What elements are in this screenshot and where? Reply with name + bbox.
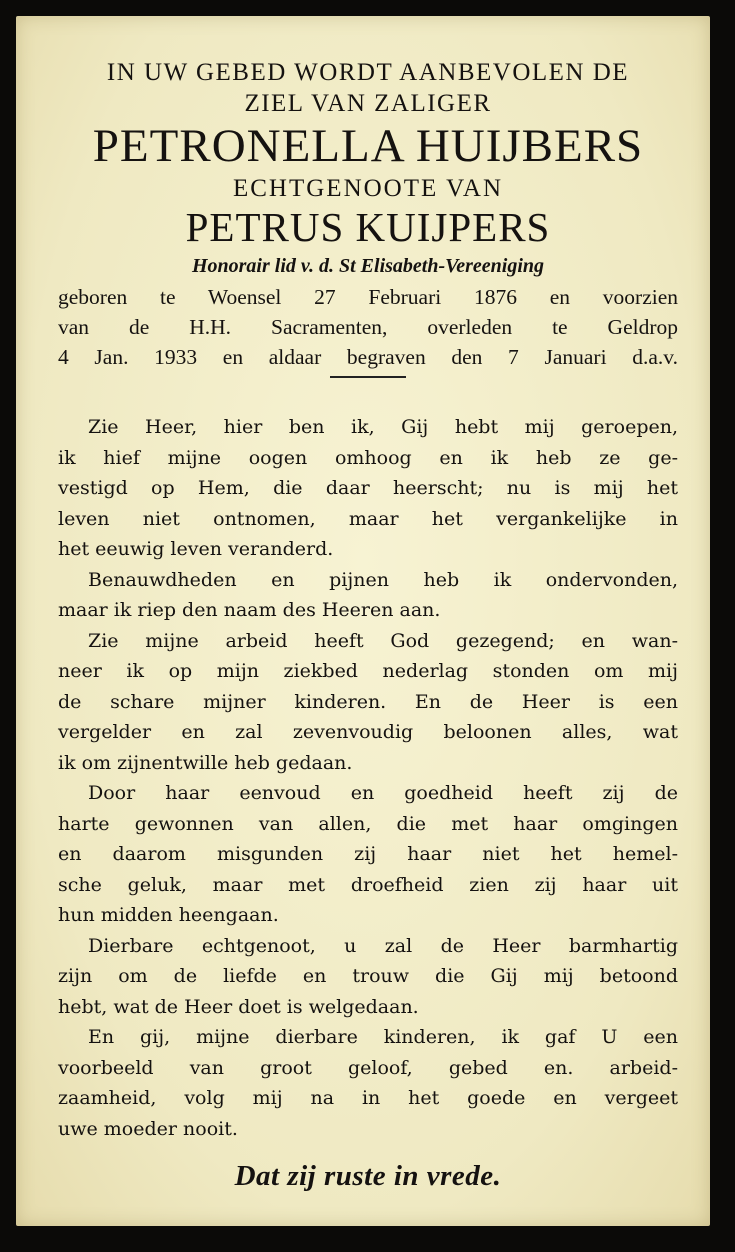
text-line: hun midden heengaan.: [58, 904, 279, 926]
deceased-name: PETRONELLA HUIJBERS: [92, 120, 644, 172]
text-line: vergelder en zal zevenvoudig beloonen alles, wat: [58, 721, 678, 743]
text-line: Dierbare echtgenoot, u zal de Heer barmhartig: [88, 934, 678, 957]
closing-prayer: Dat zij ruste in vrede.: [234, 1160, 502, 1192]
text-line: hebt, wat de Heer doet is welgedaan.: [58, 995, 419, 1018]
text-line: zijn om de liefde en trouw die Gij mij betoond: [58, 965, 678, 987]
honorary-membership: Honorair lid v. d. St Elisabeth-Vereeniging: [191, 255, 545, 277]
paragraph: [58, 931, 678, 1023]
paragraph: [58, 778, 678, 931]
soul-of-line: ZIEL VAN ZALIGER: [244, 90, 492, 117]
text-line: zaamheid, volg mij na in het goede en vergeet: [58, 1087, 678, 1109]
text-line: ik hief mijne oogen omhoog en ik heb ze ge-: [58, 446, 678, 469]
paragraph: [58, 626, 678, 779]
prayer-request-line: IN UW GEBED WORDT AANBEVOLEN DE: [106, 59, 630, 86]
text-line: Zie mijne arbeid heeft God gezegend; en wan-: [88, 629, 678, 652]
memorial-text: [58, 412, 678, 1144]
text-line: En gij, mijne dierbare kinderen, ik gaf U een: [88, 1026, 678, 1048]
text-line: uwe moeder nooit.: [58, 1117, 238, 1140]
text-line: Door haar eenvoud en goedheid heeft zij de: [88, 782, 678, 804]
text-line: Zie Heer, hier ben ik, Gij hebt mij geroepen,: [88, 416, 678, 438]
card-content: [58, 54, 678, 1193]
bio-line: van de H.H. Sacramenten, overleden te Geldrop: [58, 315, 678, 339]
biographical-details: [58, 282, 678, 372]
memorial-card: [16, 16, 710, 1226]
divider-rule: [330, 376, 406, 378]
text-line: neer ik op mijn ziekbed nederlag stonden om mij: [58, 660, 678, 682]
text-line: het eeuwig leven veranderd.: [58, 538, 334, 560]
bio-line: 4 Jan. 1933 en aldaar begraven den 7 Januari d.a.v.: [58, 345, 678, 369]
text-line: ik om zijnentwille heb gedaan.: [58, 751, 353, 774]
spouse-name: PETRUS KUIJPERS: [185, 204, 551, 250]
text-line: Benauwdheden en pijnen heb ik ondervonden,: [88, 568, 678, 591]
text-line: maar ik riep den naam des Heeren aan.: [58, 599, 441, 621]
text-line: vestigd op Hem, die daar heerscht; nu is mij het: [58, 477, 678, 499]
bio-line: geboren te Woensel 27 Februari 1876 en voorzien: [58, 285, 678, 309]
text-line: sche geluk, maar met droefheid zien zij haar uit: [58, 873, 678, 896]
paragraph: [58, 412, 678, 565]
text-line: voorbeeld van groot geloof, gebed en. arbeid-: [58, 1056, 678, 1079]
text-line: de schare mijner kinderen. En de Heer is een: [58, 690, 678, 713]
relation-line: ECHTGENOOTE VAN: [232, 175, 504, 202]
text-line: harte gewonnen van allen, die met haar omgingen: [58, 812, 678, 835]
paragraph: [58, 1022, 678, 1144]
paragraph: [58, 565, 678, 626]
text-line: leven niet ontnomen, maar het vergankelijke in: [58, 507, 678, 530]
text-line: en daarom misgunden zij haar niet het hemel-: [58, 843, 678, 865]
